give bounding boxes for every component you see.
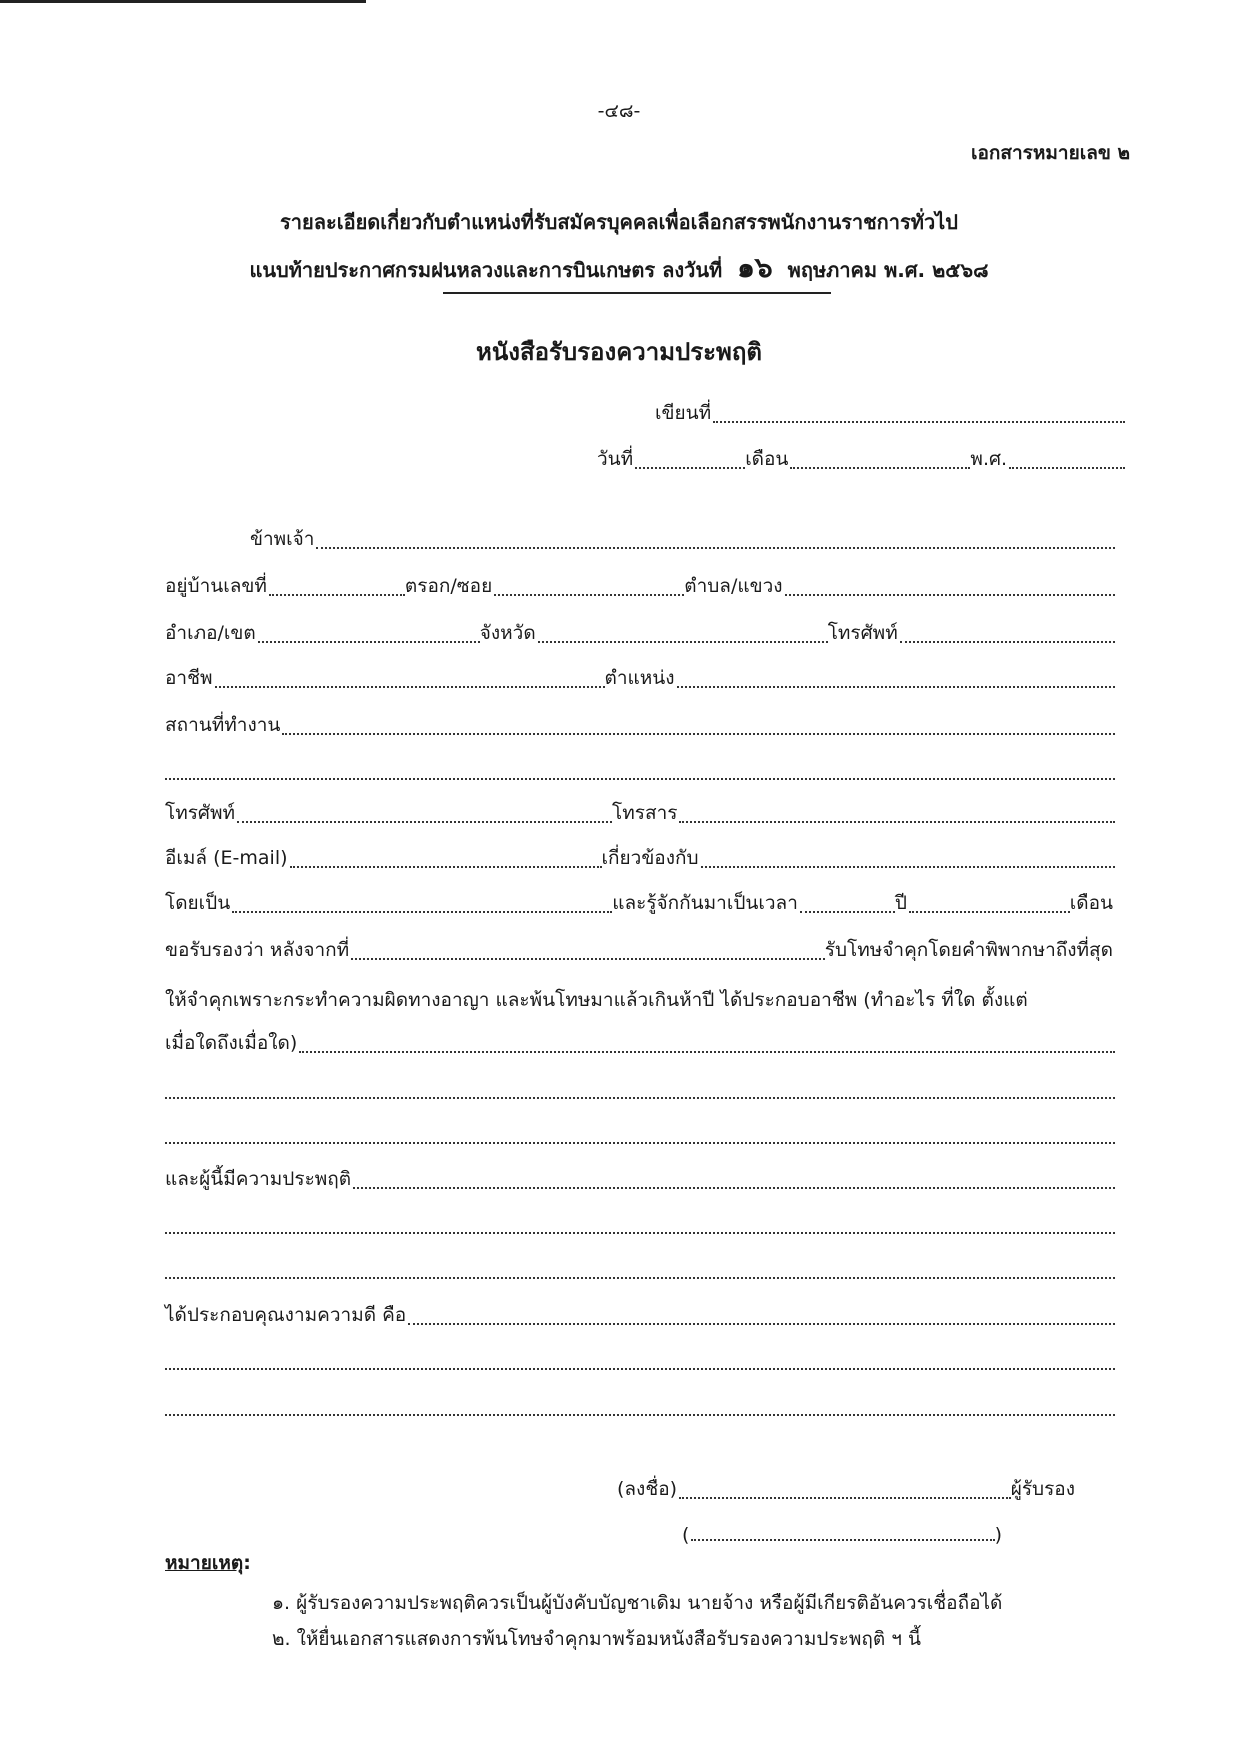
good-deeds-field-3[interactable] [165,1413,1115,1416]
phone1-label: โทรศัพท์ [827,622,898,644]
good-deeds-label: ได้ประกอบคุณงามความดี คือ [165,1304,407,1326]
since-when-field-3[interactable] [165,1141,1115,1144]
year-label: พ.ศ. [970,448,1008,470]
house-no-label: อยู่บ้านเลขที่ [165,575,267,597]
phone2-label: โทรศัพท์ [165,802,236,824]
printed-name-row [682,1518,1004,1546]
behavior-row [165,1166,1115,1194]
name-row [250,526,1115,554]
notes-heading [165,1548,251,1578]
province-label: จังหวัด [479,622,536,644]
top-border-line [0,0,366,3]
header-day: ๑๖ [737,251,773,284]
alley-label: ตรอก/ซอย [404,575,493,597]
certify-prefix: ขอรับรองว่า หลังจากที่ [165,939,350,961]
form-title: หนังสือรับรองความประพฤติ [476,338,762,366]
since-when-label: เมื่อใดถึงเมื่อใด) [165,1032,298,1054]
workplace-field[interactable] [282,732,1115,735]
occupation-label: อาชีพ [165,667,213,689]
certifier-label: ผู้รับรอง [1010,1478,1075,1500]
related-field[interactable] [701,865,1115,868]
date-row [597,446,1125,474]
behavior-row-2 [165,1211,1115,1239]
page-number: -๔๘- [597,100,641,122]
behavior-field[interactable] [353,1186,1115,1189]
name-field[interactable] [316,546,1115,549]
notes-colon: : [243,1552,251,1574]
printed-name-field[interactable] [691,1538,994,1541]
header-line-2 [0,246,1238,290]
good-deeds-row-2 [165,1347,1115,1375]
good-deeds-row-3 [165,1393,1115,1421]
notes-heading-text: หมายเหตุ [165,1552,244,1574]
name-label: ข้าพเจ้า [250,528,315,550]
workplace-row-2 [165,757,1115,785]
paragraph-text: ให้จำคุกเพราะกระทำความผิดทางอาญา และพ้นโทษมาแล้วเกินห้าปี ได้ประกอบอาชีพ (ทำอะไร ที่ใด ตั้งแต่ [165,989,1028,1011]
document-number: เอกสารหมายเลข ๒ [971,142,1130,164]
note-item-1: ๑. ผู้รับรองความประพฤติควรเป็นผู้บังคับบัญชาเดิม นายจ้าง หรือผู้มีเกียรติอันควรเชื่อถือได้ [272,1592,1003,1614]
header-line-2-prefix: แนบท้ายประกาศกรมฝนหลวงและการบินเกษตร ลงวันที่ [249,258,723,282]
since-when-row-2 [165,1076,1115,1104]
month-label: เดือน [745,448,789,470]
district-row [165,620,1115,648]
good-deeds-field[interactable] [408,1322,1115,1325]
open-paren: ( [682,1524,690,1546]
month-field[interactable] [790,466,970,469]
fax-field[interactable] [679,820,1115,823]
as-label: โดยเป็น [165,892,231,914]
known-for-label: และรู้จักกันมาเป็นเวลา [612,892,798,914]
close-paren: ) [994,1524,1002,1546]
phone1-field[interactable] [900,640,1115,643]
house-no-field[interactable] [269,593,405,596]
signature-row [617,1476,1077,1504]
position-label: ตำแหน่ง [604,667,675,689]
occupation-field[interactable] [215,685,605,688]
since-when-field-2[interactable] [165,1096,1115,1099]
note-item-2: ๒. ให้ยื่นเอกสารแสดงการพ้นโทษจำคุกมาพร้อมหนังสือรับรองความประพฤติ ฯ นี้ [272,1628,921,1650]
months-label: เดือน [1069,892,1113,914]
related-label: เกี่ยวข้องกับ [601,847,699,869]
subdistrict-field[interactable] [785,593,1115,596]
behavior-label: และผู้นี้มีความประพฤติ [165,1168,352,1190]
known-years-field[interactable] [800,910,895,913]
certify-field[interactable] [351,957,825,960]
relationship-row [165,890,1115,918]
written-at-label: เขียนที่ [655,402,712,424]
address-row [165,573,1115,601]
alley-field[interactable] [494,593,684,596]
district-field[interactable] [258,640,480,643]
occupation-row [165,665,1115,693]
behavior-field-3[interactable] [165,1276,1115,1279]
fax-label: โทรสาร [612,802,678,824]
known-months-field[interactable] [909,910,1070,913]
certify-suffix: รับโทษจำคุกโดยคำพิพากษาถึงที่สุด [824,939,1113,961]
email-label: อีเมล์ (E-mail) [165,847,288,869]
position-field[interactable] [677,685,1115,688]
phone2-field[interactable] [237,820,612,823]
header-line-1: รายละเอียดเกี่ยวกับตำแหน่งที่รับสมัครบุคคลเพื่อเลือกสรรพนักงานราชการทั่วไป [280,210,958,234]
workplace-row [165,712,1115,740]
good-deeds-field-2[interactable] [165,1367,1115,1370]
signature-field[interactable] [679,1496,1011,1499]
certify-row [165,937,1115,965]
good-deeds-row [165,1302,1115,1330]
written-at-field[interactable] [713,420,1125,423]
province-field[interactable] [538,640,828,643]
since-when-row-3 [165,1121,1115,1149]
as-field[interactable] [232,910,612,913]
since-when-row [165,1030,1115,1058]
written-at-row [655,400,1125,428]
behavior-row-3 [165,1256,1115,1284]
email-field[interactable] [290,865,602,868]
workplace-field-2[interactable] [165,777,1115,780]
years-label: ปี [894,892,907,914]
day-label: วันที่ [597,448,634,470]
header-underline [443,292,831,294]
district-label: อำเภอ/เขต [165,622,256,644]
workplace-label: สถานที่ทำงาน [165,714,281,736]
subdistrict-label: ตำบล/แขวง [684,575,783,597]
phone-fax-row [165,800,1115,828]
sign-label: (ลงชื่อ) [617,1478,678,1500]
email-row [165,845,1115,873]
day-field[interactable] [635,466,745,469]
since-when-field[interactable] [299,1050,1115,1053]
header-line-2-suffix: พฤษภาคม พ.ศ. ๒๕๖๘ [787,258,989,282]
year-field[interactable] [1009,466,1125,469]
behavior-field-2[interactable] [165,1231,1115,1234]
